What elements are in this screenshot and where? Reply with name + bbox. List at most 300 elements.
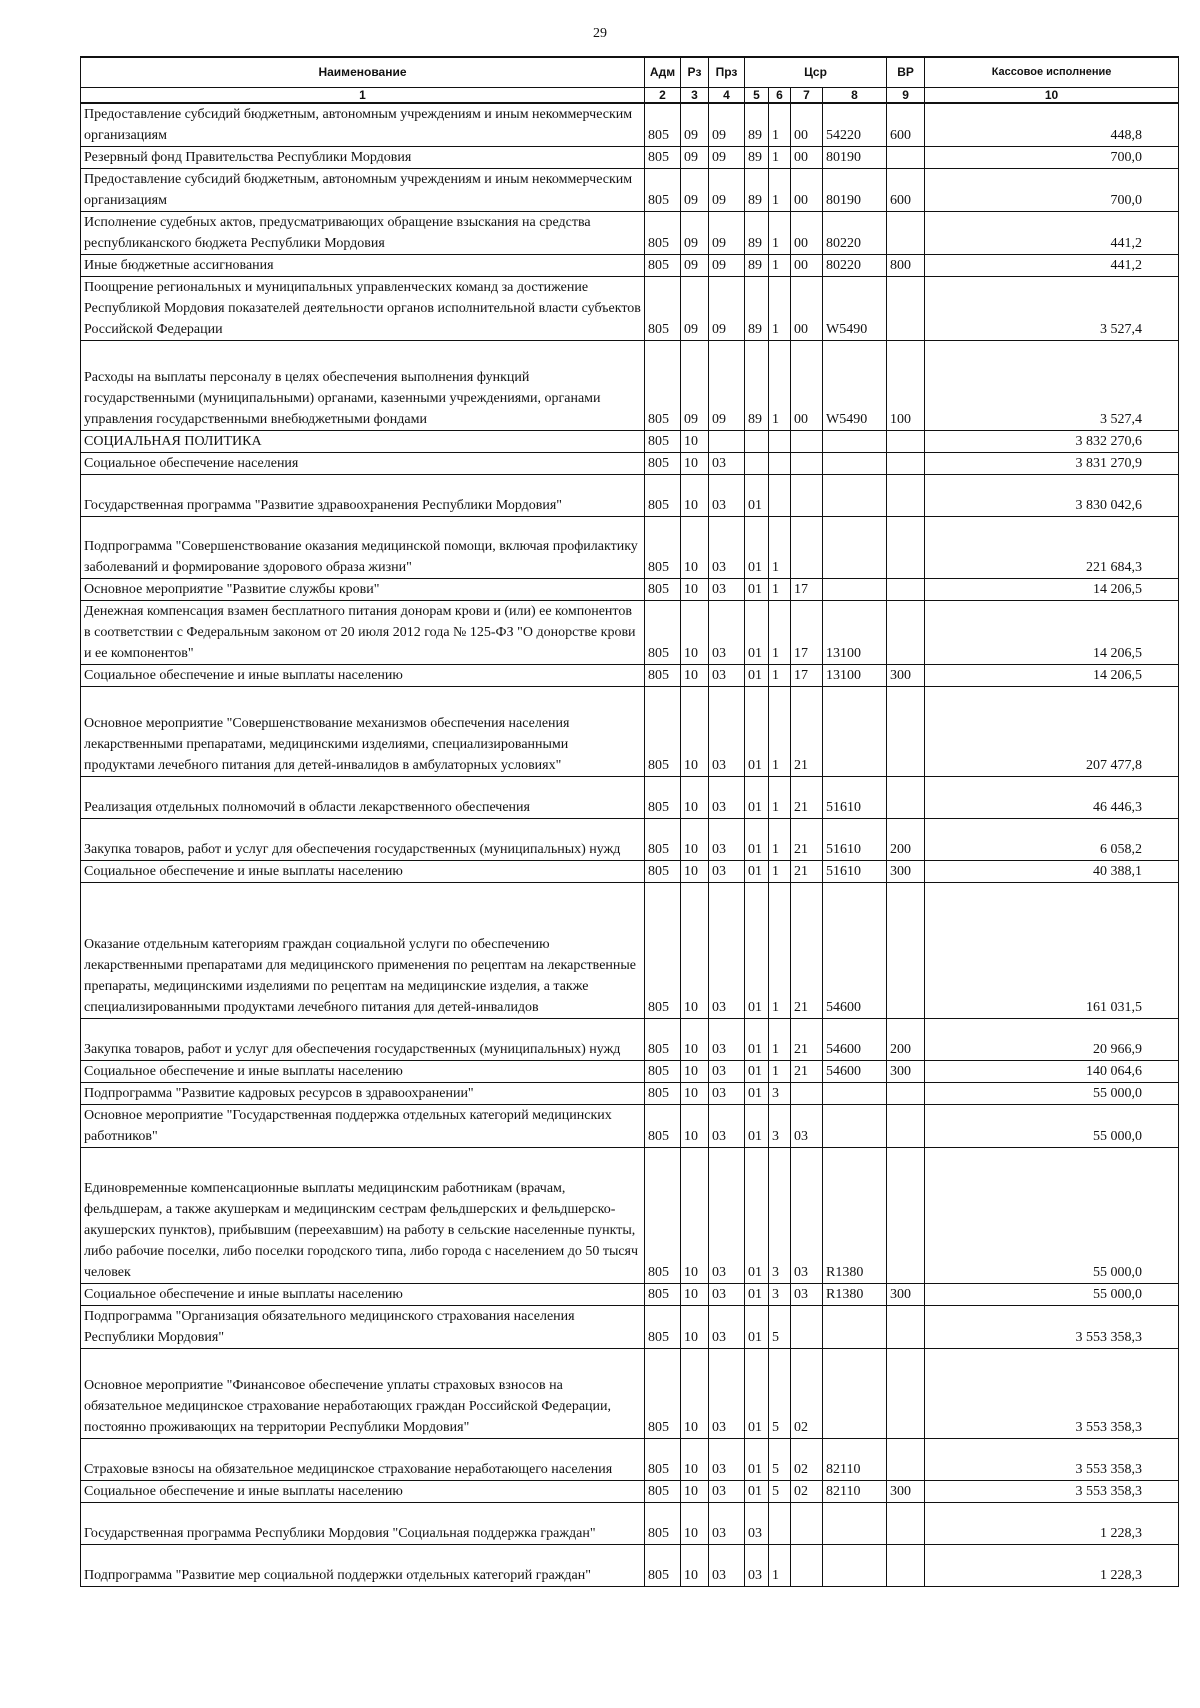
- row-csr-event: 17: [791, 665, 823, 687]
- row-csr-subprogram: 1: [769, 1061, 791, 1083]
- table-row: [81, 579, 1179, 601]
- row-vr: [887, 1349, 925, 1439]
- row-csr-subprogram: 1: [769, 687, 791, 777]
- row-csr-event: 21: [791, 861, 823, 883]
- row-vr: 600: [887, 169, 925, 212]
- row-adm: 805: [645, 601, 681, 665]
- row-csr-program: 01: [745, 1061, 769, 1083]
- row-prz: 03: [709, 819, 745, 861]
- row-rz: 10: [681, 883, 709, 1019]
- row-csr-subprogram: 3: [769, 1105, 791, 1148]
- column-number: 9: [887, 87, 925, 103]
- row-csr-subprogram: [769, 431, 791, 453]
- row-prz: 09: [709, 169, 745, 212]
- column-number: 7: [791, 87, 823, 103]
- row-prz: 03: [709, 1481, 745, 1503]
- row-csr-direction: 13100: [823, 601, 887, 665]
- row-csr-subprogram: 1: [769, 169, 791, 212]
- column-number-row: [81, 87, 1179, 103]
- row-csr-program: 89: [745, 341, 769, 431]
- row-name: Подпрограмма "Совершенствование оказания медицинской помощи, включая профилактику заболеваний и формирование здорового образа жизни": [81, 517, 645, 579]
- row-vr: [887, 1545, 925, 1587]
- row-vr: 300: [887, 1481, 925, 1503]
- row-csr-program: 01: [745, 777, 769, 819]
- row-amount: 14 206,5: [925, 665, 1179, 687]
- table-row: [81, 665, 1179, 687]
- row-csr-program: 89: [745, 169, 769, 212]
- row-name: Государственная программа "Развитие здравоохранения Республики Мордовия": [81, 475, 645, 517]
- row-amount: 3 527,4: [925, 341, 1179, 431]
- row-csr-subprogram: 1: [769, 883, 791, 1019]
- row-name: Социальное обеспечение населения: [81, 453, 645, 475]
- table-row: [81, 687, 1179, 777]
- table-row: [81, 255, 1179, 277]
- row-vr: [887, 431, 925, 453]
- row-csr-subprogram: 1: [769, 103, 791, 147]
- row-csr-subprogram: 5: [769, 1481, 791, 1503]
- row-amount: 14 206,5: [925, 579, 1179, 601]
- column-number: 4: [709, 87, 745, 103]
- row-amount: 3 553 358,3: [925, 1306, 1179, 1349]
- row-prz: 09: [709, 255, 745, 277]
- row-name: Предоставление субсидий бюджетным, автономным учреждениям и иным некоммерческим организациям: [81, 103, 645, 147]
- row-adm: 805: [645, 341, 681, 431]
- row-adm: 805: [645, 453, 681, 475]
- row-csr-direction: [823, 431, 887, 453]
- row-prz: 03: [709, 453, 745, 475]
- row-csr-direction: 51610: [823, 861, 887, 883]
- table-row: [81, 1284, 1179, 1306]
- header-adm: Адм: [645, 57, 681, 87]
- row-csr-subprogram: 5: [769, 1306, 791, 1349]
- header-name: Наименование: [81, 57, 645, 87]
- row-prz: 03: [709, 601, 745, 665]
- row-vr: [887, 1503, 925, 1545]
- row-vr: 300: [887, 1284, 925, 1306]
- column-number: 1: [81, 87, 645, 103]
- row-csr-event: 03: [791, 1105, 823, 1148]
- row-csr-direction: 54600: [823, 1019, 887, 1061]
- row-adm: 805: [645, 1545, 681, 1587]
- row-rz: 10: [681, 1306, 709, 1349]
- row-adm: 805: [645, 147, 681, 169]
- row-amount: 55 000,0: [925, 1284, 1179, 1306]
- row-prz: 09: [709, 212, 745, 255]
- row-vr: 800: [887, 255, 925, 277]
- row-csr-direction: [823, 1306, 887, 1349]
- row-rz: 10: [681, 1284, 709, 1306]
- header-row: [81, 57, 1179, 87]
- row-amount: 20 966,9: [925, 1019, 1179, 1061]
- row-csr-event: 00: [791, 255, 823, 277]
- row-amount: 700,0: [925, 147, 1179, 169]
- row-rz: 09: [681, 277, 709, 341]
- row-rz: 09: [681, 103, 709, 147]
- row-adm: 805: [645, 1083, 681, 1105]
- row-csr-program: 89: [745, 255, 769, 277]
- row-adm: 805: [645, 255, 681, 277]
- row-csr-subprogram: [769, 1503, 791, 1545]
- table-row: [81, 883, 1179, 1019]
- budget-execution-table: [80, 56, 1179, 1587]
- table-row: [81, 1083, 1179, 1105]
- row-vr: [887, 1306, 925, 1349]
- column-number: 3: [681, 87, 709, 103]
- row-csr-direction: [823, 1083, 887, 1105]
- row-csr-subprogram: 1: [769, 212, 791, 255]
- row-rz: 10: [681, 431, 709, 453]
- row-csr-subprogram: 1: [769, 861, 791, 883]
- row-adm: 805: [645, 169, 681, 212]
- row-adm: 805: [645, 1349, 681, 1439]
- table-row: [81, 517, 1179, 579]
- row-prz: 03: [709, 861, 745, 883]
- row-vr: [887, 777, 925, 819]
- row-csr-direction: 13100: [823, 665, 887, 687]
- table-row: [81, 475, 1179, 517]
- row-csr-program: 01: [745, 883, 769, 1019]
- row-csr-subprogram: 1: [769, 277, 791, 341]
- row-csr-program: 01: [745, 1349, 769, 1439]
- row-amount: 441,2: [925, 255, 1179, 277]
- row-amount: 55 000,0: [925, 1148, 1179, 1284]
- row-rz: 10: [681, 819, 709, 861]
- row-vr: [887, 453, 925, 475]
- row-rz: 10: [681, 579, 709, 601]
- row-csr-program: 01: [745, 861, 769, 883]
- row-amount: 3 527,4: [925, 277, 1179, 341]
- row-prz: 09: [709, 341, 745, 431]
- row-csr-program: 01: [745, 1105, 769, 1148]
- row-csr-event: [791, 475, 823, 517]
- row-rz: 10: [681, 1083, 709, 1105]
- row-csr-program: 03: [745, 1545, 769, 1587]
- row-rz: 10: [681, 665, 709, 687]
- row-name: Реализация отдельных полномочий в области лекарственного обеспечения: [81, 777, 645, 819]
- row-prz: 03: [709, 777, 745, 819]
- row-vr: [887, 579, 925, 601]
- row-vr: 200: [887, 819, 925, 861]
- row-rz: 09: [681, 255, 709, 277]
- row-prz: [709, 431, 745, 453]
- row-rz: 10: [681, 1481, 709, 1503]
- row-csr-direction: 82110: [823, 1439, 887, 1481]
- row-vr: 300: [887, 665, 925, 687]
- page-number: 29: [593, 26, 607, 41]
- column-number: 5: [745, 87, 769, 103]
- row-vr: 300: [887, 861, 925, 883]
- row-csr-program: 89: [745, 147, 769, 169]
- row-csr-direction: [823, 517, 887, 579]
- row-name: Страховые взносы на обязательное медицинское страхование неработающего населения: [81, 1439, 645, 1481]
- row-rz: 10: [681, 453, 709, 475]
- row-name: Основное мероприятие "Государственная поддержка отдельных категорий медицинских работников": [81, 1105, 645, 1148]
- row-amount: 40 388,1: [925, 861, 1179, 883]
- row-vr: [887, 1148, 925, 1284]
- row-name: Единовременные компенсационные выплаты медицинским работникам (врачам, фельдшерам, а также акушеркам и медицинским сестрам фельдшерских и фельдшерско-акушерских пунктов), прибывшим (переехавшим) на работу в сельские населенные пункты, либо рабочие поселки, либо поселки городского типа, либо города с населением до 50 тысяч человек: [81, 1148, 645, 1284]
- row-prz: 03: [709, 1061, 745, 1083]
- row-adm: 805: [645, 579, 681, 601]
- row-rz: 10: [681, 1019, 709, 1061]
- row-csr-event: 21: [791, 687, 823, 777]
- row-rz: 10: [681, 861, 709, 883]
- row-csr-program: 01: [745, 1481, 769, 1503]
- row-adm: 805: [645, 212, 681, 255]
- row-csr-subprogram: [769, 453, 791, 475]
- row-adm: 805: [645, 687, 681, 777]
- row-csr-subprogram: 1: [769, 579, 791, 601]
- table-row: [81, 601, 1179, 665]
- row-rz: 10: [681, 1105, 709, 1148]
- row-rz: 10: [681, 517, 709, 579]
- row-csr-subprogram: 1: [769, 341, 791, 431]
- row-csr-program: 01: [745, 601, 769, 665]
- row-name: Основное мероприятие "Финансовое обеспечение уплаты страховых взносов на обязательное медицинское страхование неработающих граждан Российской Федерации, постоянно проживающих на территории Республики Мордовия": [81, 1349, 645, 1439]
- row-vr: 200: [887, 1019, 925, 1061]
- row-csr-direction: [823, 1349, 887, 1439]
- row-amount: 3 553 358,3: [925, 1439, 1179, 1481]
- row-vr: 300: [887, 1061, 925, 1083]
- row-rz: 10: [681, 475, 709, 517]
- row-csr-direction: 54600: [823, 883, 887, 1019]
- row-prz: 03: [709, 579, 745, 601]
- row-csr-subprogram: 1: [769, 819, 791, 861]
- table-row: [81, 147, 1179, 169]
- row-csr-subprogram: 1: [769, 1019, 791, 1061]
- row-csr-event: 02: [791, 1349, 823, 1439]
- table-row: [81, 1503, 1179, 1545]
- row-rz: 09: [681, 212, 709, 255]
- row-rz: 10: [681, 1349, 709, 1439]
- row-rz: 09: [681, 341, 709, 431]
- row-csr-direction: 54600: [823, 1061, 887, 1083]
- table-row: [81, 861, 1179, 883]
- row-csr-direction: 51610: [823, 777, 887, 819]
- row-name: Подпрограмма "Развитие кадровых ресурсов в здравоохранении": [81, 1083, 645, 1105]
- row-prz: 03: [709, 1439, 745, 1481]
- row-name: Подпрограмма "Организация обязательного медицинского страхования населения Республики Мордовия": [81, 1306, 645, 1349]
- row-name: Иные бюджетные ассигнования: [81, 255, 645, 277]
- row-adm: 805: [645, 1503, 681, 1545]
- table-row: [81, 777, 1179, 819]
- row-vr: [887, 601, 925, 665]
- table-row: [81, 431, 1179, 453]
- row-csr-direction: W5490: [823, 341, 887, 431]
- row-adm: 805: [645, 1481, 681, 1503]
- row-csr-direction: [823, 475, 887, 517]
- row-csr-event: [791, 453, 823, 475]
- row-csr-subprogram: 1: [769, 517, 791, 579]
- row-name: Социальное обеспечение и иные выплаты населению: [81, 1481, 645, 1503]
- row-csr-event: 00: [791, 169, 823, 212]
- row-csr-direction: [823, 1503, 887, 1545]
- row-prz: 03: [709, 1284, 745, 1306]
- row-vr: [887, 147, 925, 169]
- row-csr-program: 01: [745, 1019, 769, 1061]
- column-number: 10: [925, 87, 1179, 103]
- row-csr-subprogram: 1: [769, 601, 791, 665]
- row-name: Закупка товаров, работ и услуг для обеспечения государственных (муниципальных) нужд: [81, 1019, 645, 1061]
- row-csr-event: 21: [791, 819, 823, 861]
- row-csr-event: [791, 431, 823, 453]
- row-adm: 805: [645, 103, 681, 147]
- row-csr-direction: [823, 1545, 887, 1587]
- header-exec: Кассовое исполнение: [925, 57, 1179, 87]
- row-csr-subprogram: 3: [769, 1148, 791, 1284]
- table-row: [81, 819, 1179, 861]
- row-adm: 805: [645, 1439, 681, 1481]
- row-vr: [887, 687, 925, 777]
- row-adm: 805: [645, 883, 681, 1019]
- row-name: Оказание отдельным категориям граждан социальной услуги по обеспечению лекарственными препаратами для медицинского применения по рецептам на лекарственные препараты, медицинскими изделиями по рецептам на медицинские изделия, а также специализированными продуктами лечебного питания для детей-инвалидов: [81, 883, 645, 1019]
- row-name: Основное мероприятие "Совершенствование механизмов обеспечения населения лекарственными препаратами, медицинскими изделиями, специализированными продуктами лечебного питания для детей-инвалидов в амбулаторных условиях": [81, 687, 645, 777]
- row-csr-program: 89: [745, 212, 769, 255]
- row-prz: 03: [709, 665, 745, 687]
- row-csr-event: 17: [791, 601, 823, 665]
- row-vr: [887, 517, 925, 579]
- row-prz: 03: [709, 687, 745, 777]
- row-csr-subprogram: 3: [769, 1284, 791, 1306]
- row-csr-subprogram: 5: [769, 1439, 791, 1481]
- row-csr-direction: [823, 687, 887, 777]
- row-rz: 09: [681, 147, 709, 169]
- table-row: [81, 1148, 1179, 1284]
- table-row: [81, 1545, 1179, 1587]
- header-csr: Цср: [745, 57, 887, 87]
- row-adm: 805: [645, 1148, 681, 1284]
- row-csr-event: 03: [791, 1148, 823, 1284]
- row-amount: 3 553 358,3: [925, 1349, 1179, 1439]
- table-row: [81, 1061, 1179, 1083]
- row-csr-direction: 80190: [823, 169, 887, 212]
- row-csr-event: 21: [791, 777, 823, 819]
- row-amount: 55 000,0: [925, 1105, 1179, 1148]
- row-csr-program: 01: [745, 687, 769, 777]
- table-row: [81, 1019, 1179, 1061]
- row-csr-event: 00: [791, 147, 823, 169]
- row-csr-subprogram: 5: [769, 1349, 791, 1439]
- row-amount: 46 446,3: [925, 777, 1179, 819]
- row-csr-subprogram: 1: [769, 255, 791, 277]
- row-csr-event: [791, 1545, 823, 1587]
- row-adm: 805: [645, 1306, 681, 1349]
- row-prz: 09: [709, 103, 745, 147]
- row-vr: 100: [887, 341, 925, 431]
- row-name: Подпрограмма "Развитие мер социальной поддержки отдельных категорий граждан": [81, 1545, 645, 1587]
- row-name: Государственная программа Республики Мордовия "Социальная поддержка граждан": [81, 1503, 645, 1545]
- row-csr-event: 00: [791, 103, 823, 147]
- column-number: 2: [645, 87, 681, 103]
- row-adm: 805: [645, 819, 681, 861]
- row-prz: 03: [709, 517, 745, 579]
- row-amount: 448,8: [925, 103, 1179, 147]
- header-vr: ВР: [887, 57, 925, 87]
- row-adm: 805: [645, 777, 681, 819]
- row-adm: 805: [645, 861, 681, 883]
- table-row: [81, 1349, 1179, 1439]
- row-vr: [887, 212, 925, 255]
- row-amount: 55 000,0: [925, 1083, 1179, 1105]
- row-adm: 805: [645, 475, 681, 517]
- row-csr-program: 01: [745, 1306, 769, 1349]
- row-amount: 207 477,8: [925, 687, 1179, 777]
- row-prz: 03: [709, 1105, 745, 1148]
- row-csr-event: 00: [791, 212, 823, 255]
- row-prz: 03: [709, 1019, 745, 1061]
- row-adm: 805: [645, 665, 681, 687]
- row-prz: 03: [709, 1148, 745, 1284]
- row-csr-subprogram: 3: [769, 1083, 791, 1105]
- row-prz: 03: [709, 475, 745, 517]
- row-vr: [887, 1439, 925, 1481]
- row-csr-direction: 80190: [823, 147, 887, 169]
- row-csr-direction: 80220: [823, 255, 887, 277]
- row-csr-event: 21: [791, 883, 823, 1019]
- row-vr: [887, 475, 925, 517]
- row-csr-subprogram: [769, 475, 791, 517]
- row-csr-subprogram: 1: [769, 777, 791, 819]
- row-csr-direction: 54220: [823, 103, 887, 147]
- row-csr-direction: [823, 579, 887, 601]
- table-row: [81, 1481, 1179, 1503]
- row-csr-event: 21: [791, 1019, 823, 1061]
- row-name: Денежная компенсация взамен бесплатного питания донорам крови и (или) ее компонентов в соответствии с Федеральным законом от 20 июля 2012 года № 125-ФЗ "О донорстве крови и ее компонентов": [81, 601, 645, 665]
- row-name: Поощрение региональных и муниципальных управленческих команд за достижение Республикой Мордовия показателей деятельности органов исполнительной власти субъектов Российской Федерации: [81, 277, 645, 341]
- row-csr-program: 01: [745, 1439, 769, 1481]
- table-row: [81, 103, 1179, 147]
- row-csr-direction: [823, 453, 887, 475]
- row-name: Исполнение судебных актов, предусматривающих обращение взыскания на средства республиканского бюджета Республики Мордовия: [81, 212, 645, 255]
- row-amount: 3 831 270,9: [925, 453, 1179, 475]
- row-csr-event: 17: [791, 579, 823, 601]
- row-csr-event: 03: [791, 1284, 823, 1306]
- row-amount: 3 830 042,6: [925, 475, 1179, 517]
- row-csr-event: [791, 517, 823, 579]
- row-csr-program: [745, 453, 769, 475]
- row-name: Социальное обеспечение и иные выплаты населению: [81, 1061, 645, 1083]
- row-csr-event: [791, 1306, 823, 1349]
- row-name: Резервный фонд Правительства Республики Мордовия: [81, 147, 645, 169]
- row-csr-event: [791, 1083, 823, 1105]
- row-name: Расходы на выплаты персоналу в целях обеспечения выполнения функций государственными (муниципальными) органами, казенными учреждениями, органами управления государственными внебюджетными фондами: [81, 341, 645, 431]
- row-rz: 10: [681, 1061, 709, 1083]
- row-csr-direction: [823, 1105, 887, 1148]
- row-csr-event: 02: [791, 1439, 823, 1481]
- row-csr-program: 01: [745, 819, 769, 861]
- row-amount: 140 064,6: [925, 1061, 1179, 1083]
- row-vr: [887, 277, 925, 341]
- row-rz: 10: [681, 601, 709, 665]
- row-prz: 09: [709, 147, 745, 169]
- table-row: [81, 1306, 1179, 1349]
- table-row: [81, 453, 1179, 475]
- row-vr: [887, 883, 925, 1019]
- row-amount: 221 684,3: [925, 517, 1179, 579]
- table-row: [81, 169, 1179, 212]
- table-row: [81, 1105, 1179, 1148]
- row-amount: 6 058,2: [925, 819, 1179, 861]
- row-adm: 805: [645, 1105, 681, 1148]
- row-amount: 3 832 270,6: [925, 431, 1179, 453]
- row-amount: 1 228,3: [925, 1545, 1179, 1587]
- row-csr-event: 21: [791, 1061, 823, 1083]
- row-prz: 03: [709, 1306, 745, 1349]
- row-csr-program: 89: [745, 103, 769, 147]
- row-amount: 700,0: [925, 169, 1179, 212]
- row-name: СОЦИАЛЬНАЯ ПОЛИТИКА: [81, 431, 645, 453]
- table-row: [81, 277, 1179, 341]
- row-rz: 10: [681, 777, 709, 819]
